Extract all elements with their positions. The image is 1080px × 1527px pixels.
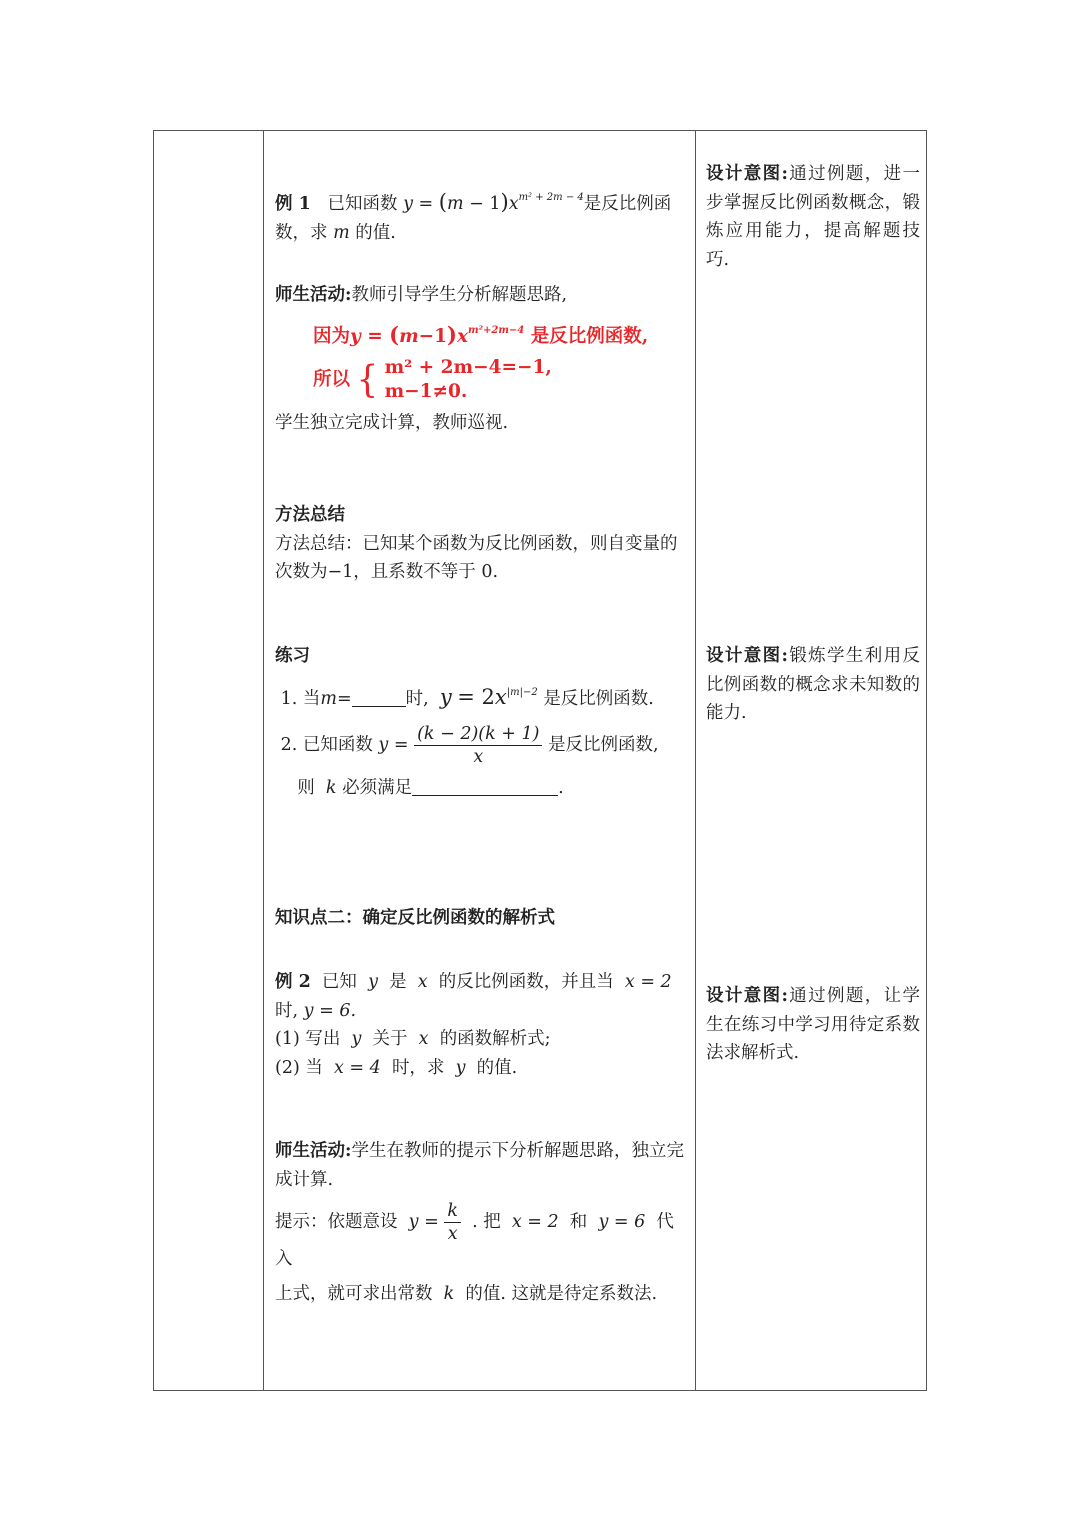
fraction-k-over-x: $\frac{k}{x}$ [444, 1200, 461, 1245]
example-2: 例 2 已知 y 是 x 的反比例函数，并且当 x = 2 时, y = 6. (1) 写出 y 关于 x 的函数解析式; (2) 当 x = 4 时，求 y 的值. [275, 972, 672, 1078]
practice: 练习 1. 当m= 时, $y = 2x^{|m|-2}$ 是反比例函数. 2. 已知函数 y = $\frac{(k - 2)(k + 1)}{x}$ 是反比例函数, 则 k 必须满足 . [275, 646, 659, 798]
knowledge-point-2: 知识点二：确定反比例函数的解析式 [275, 908, 555, 928]
fraction-k: $\frac{(k - 2)(k + 1)}{x}$ [414, 723, 542, 768]
main-column [264, 131, 695, 1390]
design-intent-2: 设计意图:锻炼学生利用反比例函数的概念求未知数的能力. [706, 646, 921, 723]
method-summary: 方法总结 方法总结：已知某个函数为反比例函数，则自变量的次数为−1，且系数不等于 0. [275, 505, 678, 582]
student-work: 学生独立完成计算，教师巡视. [275, 413, 509, 433]
design-intent-column [696, 131, 927, 1390]
teacher-activity-1: 师生活动:教师引导学生分析解题思路, [275, 285, 568, 305]
design-intent-1: 设计意图:通过例题，进一步掌握反比例函数概念，锻炼应用能力，提高解题技巧. [706, 164, 921, 270]
design-intent-3: 设计意图:通过例题，让学生在练习中学习用待定系数法求解析式. [706, 986, 921, 1063]
blank-2[interactable] [412, 795, 558, 796]
example-1: 例 1 已知函数 $y = (m - 1)x^{m^2 + 2m - 4}$是反比例函 数，求 m 的值. [275, 190, 672, 243]
blank-1[interactable] [352, 706, 406, 707]
teacher-activity-2: 师生活动:学生在教师的提示下分析解题思路，独立完成计算. 提示：依题意设 y = $\frac{k}{x}$ . 把 x = 2 和 y = 6 代入 上式，就可求出常数 k 的值. 这就是待定系数法. [275, 1141, 684, 1304]
solution-red: 因为$y = (m-1)x^{m^2+2m-4}$ 是反比例函数, 所以 { m² + 2m−4=−1, m−1≠0. [313, 322, 649, 402]
lesson-table [153, 130, 927, 1391]
